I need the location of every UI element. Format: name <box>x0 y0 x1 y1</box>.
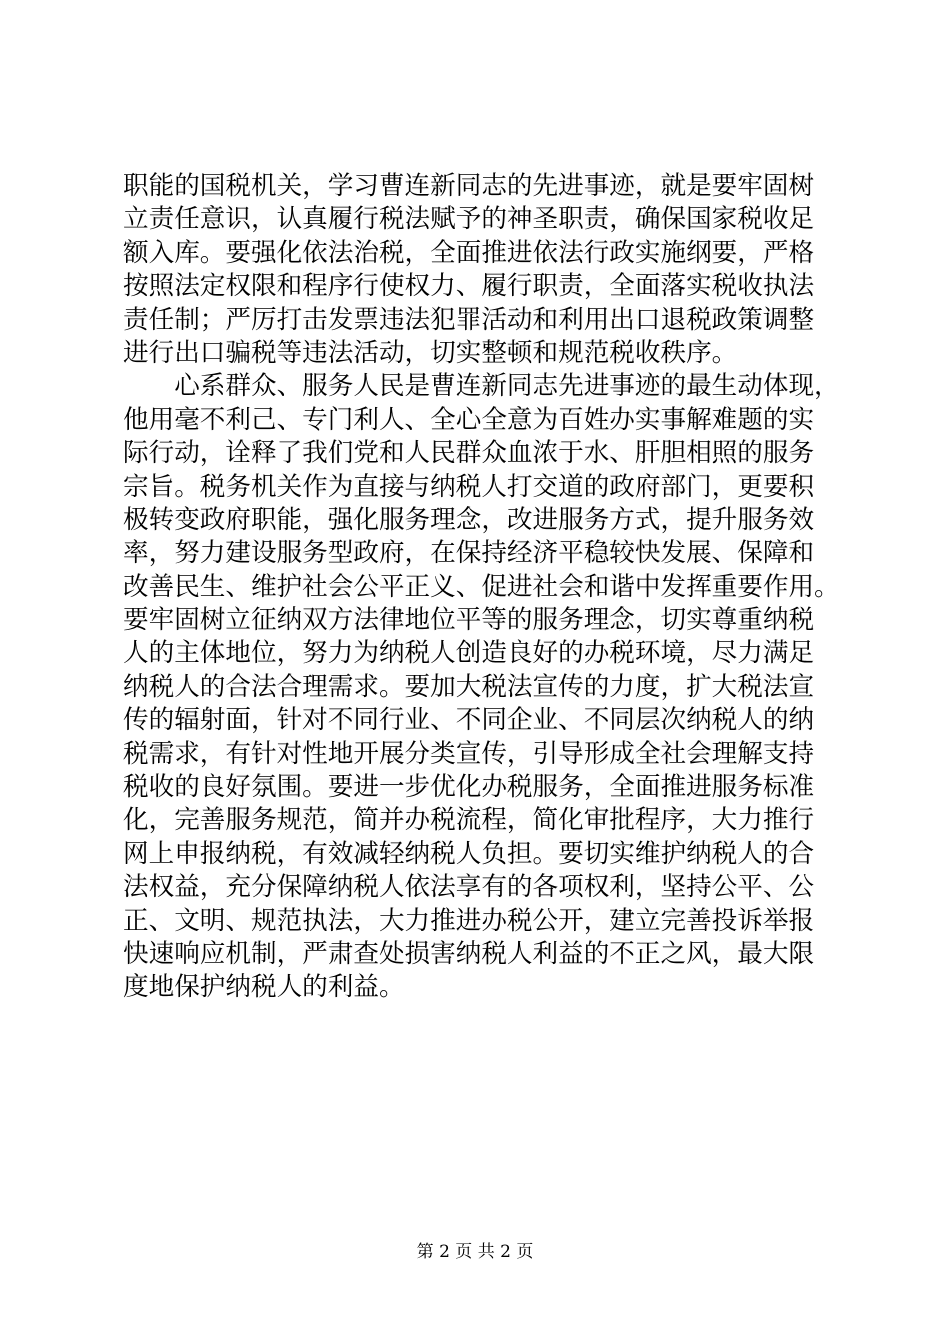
text-line: 际行动，诠释了我们党和人民群众血浓于水、肝胆相照的服务 <box>123 438 815 469</box>
text-line: 税收的良好氛围。要进一步优化办税服务，全面推进服务标准 <box>123 772 815 803</box>
text-line: 按照法定权限和程序行使权力、履行职责，全面落实税收执法 <box>123 271 815 302</box>
text-line: 他用毫不利己、专门利人、全心全意为百姓办实事解难题的实 <box>123 404 815 435</box>
text-line: 传的辐射面，针对不同行业、不同企业、不同层次纳税人的纳 <box>123 705 815 736</box>
text-line: 人的主体地位，努力为纳税人创造良好的办税环境，尽力满足 <box>123 638 815 669</box>
text-line: 额入库。要强化依法治税，全面推进依法行政实施纲要，严格 <box>123 237 815 268</box>
text-line: 网上申报纳税，有效减轻纳税人负担。要切实维护纳税人的合 <box>123 838 815 869</box>
body-text <box>123 170 843 1005</box>
text-line: 税需求，有针对性地开展分类宣传，引导形成全社会理解支持 <box>123 738 815 769</box>
text-line: 责任制；严厉打击发票违法犯罪活动和利用出口退税政策调整 <box>123 304 815 335</box>
text-line: 极转变政府职能，强化服务理念，改进服务方式，提升服务效 <box>123 504 815 535</box>
text-line: 要牢固树立征纳双方法律地位平等的服务理念，切实尊重纳税 <box>123 605 815 636</box>
text-line: 化，完善服务规范，简并办税流程，简化审批程序，大力推行 <box>123 805 815 836</box>
text-line: 宗旨。税务机关作为直接与纳税人打交道的政府部门，更要积 <box>123 471 815 502</box>
text-line: 进行出口骗税等违法活动，切实整顿和规范税收秩序。 <box>123 337 738 368</box>
text-line: 度地保护纳税人的利益。 <box>123 972 405 1003</box>
text-line: 职能的国税机关，学习曹连新同志的先进事迹，就是要牢固树 <box>123 171 815 201</box>
text-line: 心系群众、服务人民是曹连新同志先进事迹的最生动体现， <box>123 371 840 402</box>
page-footer: 第 2 页 共 2 页 <box>416 1242 534 1262</box>
text-line: 法权益，充分保障纳税人依法享有的各项权利，坚持公平、公 <box>123 872 815 903</box>
text-line: 正、文明、规范执法，大力推进办税公开，建立完善投诉举报 <box>123 905 815 936</box>
text-line: 立责任意识，认真履行税法赋予的神圣职责，确保国家税收足 <box>123 204 815 235</box>
text-line: 纳税人的合法合理需求。要加大税法宣传的力度，扩大税法宣 <box>123 671 815 702</box>
text-line: 率，努力建设服务型政府，在保持经济平稳较快发展、保障和 <box>123 538 815 569</box>
text-line: 改善民生、维护社会公平正义、促进社会和谐中发挥重要作用。 <box>123 571 840 602</box>
text-line: 快速响应机制，严肃查处损害纳税人利益的不正之风，最大限 <box>123 938 815 969</box>
